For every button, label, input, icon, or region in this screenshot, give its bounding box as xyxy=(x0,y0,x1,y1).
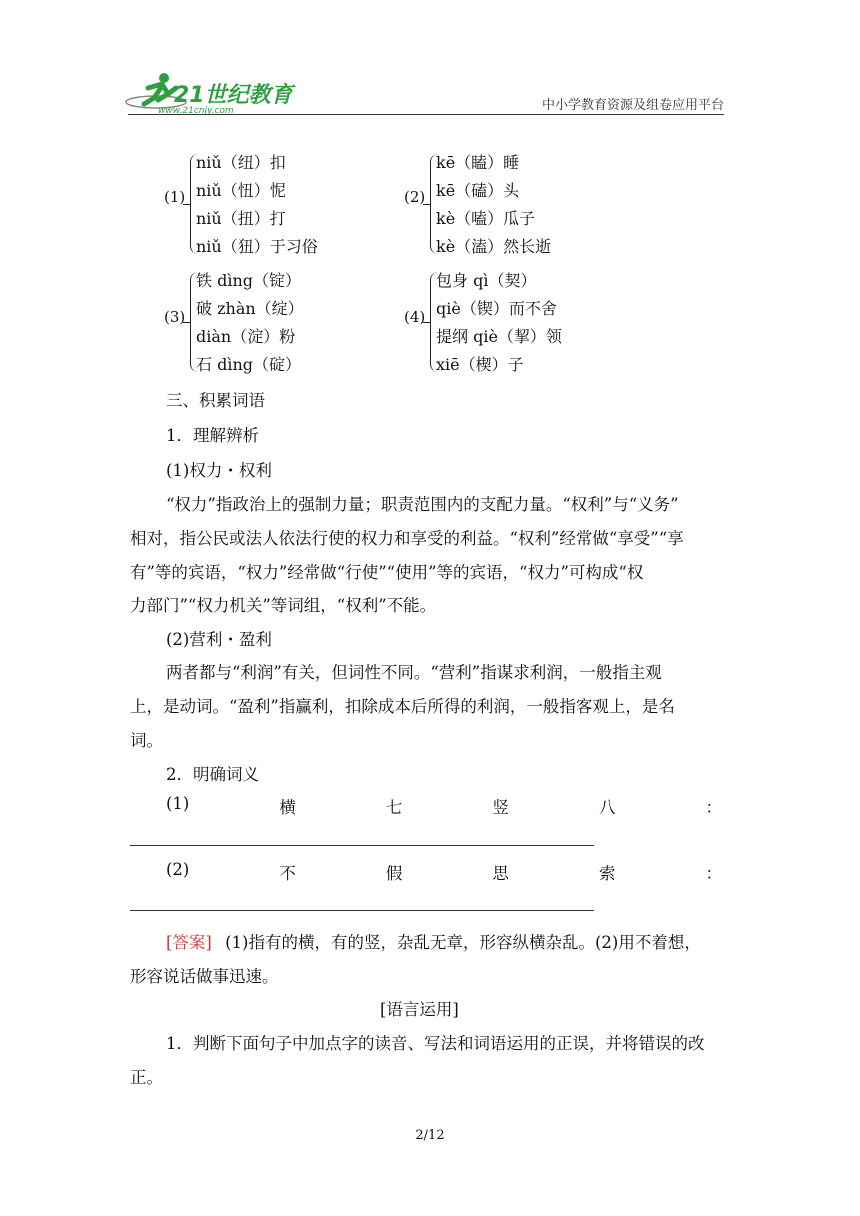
question-line: 1．判断下面句子中加点字的读音、写法和词语运用的正误，并将错误的改 xyxy=(166,1034,705,1053)
page-number: 2/12 xyxy=(415,1128,445,1143)
group-line: 包身 qì（契） xyxy=(436,271,537,290)
group-number: (4) xyxy=(404,308,426,326)
answer-line: 形容说话做事迅速。 xyxy=(130,967,279,986)
paragraph-line: 有”等的宾语，“权力”经常做“行使”“使用”等的宾语，“权力”可构成“权 xyxy=(130,563,644,582)
runner-logo-icon xyxy=(118,66,298,116)
fill-char: 横 xyxy=(279,798,296,817)
fill-char: 竖 xyxy=(492,798,509,817)
fill-char: 七 xyxy=(385,798,403,817)
fill-blank-row-1 xyxy=(166,794,722,818)
fill-char: 八 xyxy=(598,798,616,817)
answer-blank-line xyxy=(130,910,594,911)
question-line: 正。 xyxy=(130,1068,163,1087)
fill-char: (2) xyxy=(166,860,190,879)
group-line: 铁 dìng（锭） xyxy=(196,271,301,290)
header-divider xyxy=(128,114,724,115)
answer-blank-line xyxy=(130,845,594,846)
group-line: 破 zhàn（绽） xyxy=(196,299,304,318)
fill-char: 不 xyxy=(279,864,296,883)
fill-char: (1) xyxy=(166,794,190,813)
section-heading: [语言运用] xyxy=(380,1000,459,1019)
group-line: diàn（淀）粉 xyxy=(196,327,296,346)
answer-line xyxy=(166,929,701,953)
group-line: kē（瞌）睡 xyxy=(436,153,520,172)
group-line: xiē（楔）子 xyxy=(436,355,524,374)
answer-tag: [答案] xyxy=(166,933,212,952)
fill-char: 假 xyxy=(385,864,403,883)
paragraph-line: 两者都与“利润”有关，但词性不同。“营利”指谋求利润，一般指主观 xyxy=(166,663,662,682)
paragraph-line: 力部门”“权力机关”等词组，“权利”不能。 xyxy=(130,596,437,615)
group-line: 石 dìng（碇） xyxy=(196,355,301,374)
group-line: niǔ（狃）于习俗 xyxy=(196,237,318,256)
paragraph-line: “权力”指政治上的强制力量；职责范围内的支配力量。“权利”与“义务” xyxy=(166,495,679,514)
group-line: kè（溘）然长逝 xyxy=(436,237,552,256)
subsection-title: 1．理解辨析 xyxy=(166,426,259,445)
group-line: niǔ（扭）打 xyxy=(196,209,286,228)
fill-char: ： xyxy=(705,798,722,817)
group-line: qiè（锲）而不舍 xyxy=(436,299,557,318)
fill-blank-row-2 xyxy=(166,860,722,884)
group-number: (2) xyxy=(404,188,426,206)
group-line: kē（磕）头 xyxy=(436,181,520,200)
fill-char: 索 xyxy=(598,864,616,883)
item-title: (2)营利・盈利 xyxy=(166,630,272,649)
fill-char: ： xyxy=(705,864,722,883)
group-line: niǔ（忸）怩 xyxy=(196,181,286,200)
paragraph-line: 上，是动词。“盈利”指赢利，扣除成本后所得的利润，一般指客观上，是名 xyxy=(130,697,675,716)
brand-logo xyxy=(118,66,298,116)
fill-char: 思 xyxy=(492,864,509,883)
group-number: (3) xyxy=(164,308,186,326)
subsection-title: 2．明确词义 xyxy=(166,765,259,784)
logo-url: www.21cnjy.com xyxy=(158,106,234,116)
group-line: 提纲 qiè（挈）领 xyxy=(436,327,562,346)
group-number: (1) xyxy=(164,188,186,206)
answer-text: (1)指有的横，有的竖，杂乱无章，形容纵横杂乱。(2)用不着想， xyxy=(225,933,701,952)
header-platform-text: 中小学教育资源及组卷应用平台 xyxy=(541,98,724,113)
group-line: niǔ（纽）扣 xyxy=(196,153,286,172)
group-line: kè（嗑）瓜子 xyxy=(436,209,536,228)
section-title: 三、积累词语 xyxy=(166,391,265,410)
paragraph-line: 词。 xyxy=(130,731,163,750)
logo-title: 21世纪教育 xyxy=(174,83,293,108)
item-title: (1)权力・权利 xyxy=(166,461,272,480)
paragraph-line: 相对，指公民或法人依法行使的权力和享受的利益。“权利”经常做“享受”“享 xyxy=(130,529,684,548)
